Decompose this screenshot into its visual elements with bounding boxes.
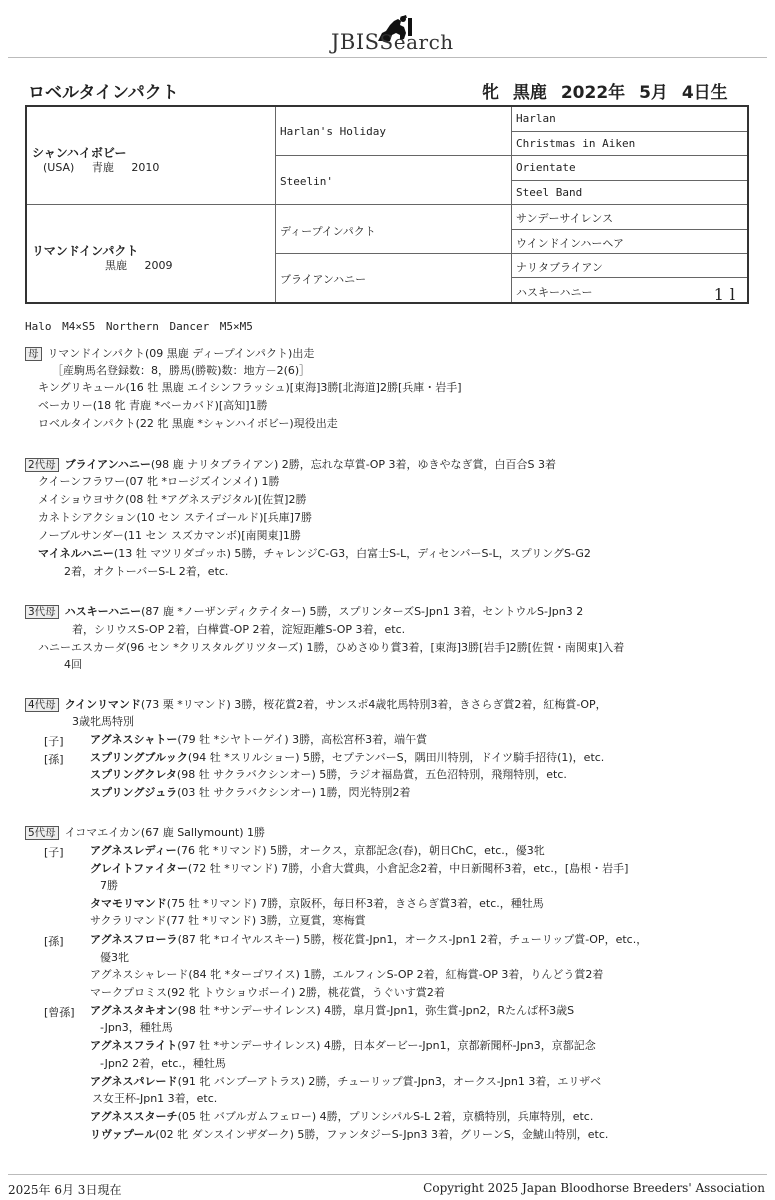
dam-sire[interactable]: ディープインパクト bbox=[280, 225, 376, 238]
fifth-dam-line bbox=[90, 897, 544, 911]
dam-details bbox=[105, 257, 173, 273]
gen-label: 母 bbox=[25, 347, 42, 361]
fifth-dam-line: ス女王杯-Jpn1 3着，etc. bbox=[92, 1092, 218, 1105]
pedigree-divider bbox=[511, 277, 747, 278]
sd-sire[interactable]: Orientate bbox=[516, 161, 576, 174]
horse-name: ロベルタインパクト bbox=[28, 83, 179, 103]
dam-line: キングリキュール(16 牡 黒鹿 エイシンフラッシュ)[東海]3勝[北海道]2勝[兵庫・岩手] bbox=[38, 381, 462, 394]
record-text: (98 牡 *サンデーサイレンス) 4勝，皐月賞-Jpn1，弥生賞-Jpn2，Rたんぱ杯3歳S bbox=[177, 1004, 575, 1017]
record-text: (03 牡 サクラバクシンオー) 1勝，閃光特別2着 bbox=[177, 786, 411, 799]
pedigree-table bbox=[25, 105, 749, 304]
site-logo[interactable] bbox=[0, 8, 775, 58]
fifth-dam-line bbox=[90, 1004, 574, 1018]
horse-link[interactable]: ブライアンハニー bbox=[64, 458, 151, 471]
second-dam-line: カネトシアクション(10 セン ステイゴールド)[兵庫]7勝 bbox=[38, 511, 312, 524]
family-number: 1l bbox=[713, 285, 741, 304]
ss-sire[interactable]: Harlan bbox=[516, 112, 556, 125]
fifth-dam-head bbox=[25, 826, 265, 840]
fourth-dam-head bbox=[25, 698, 607, 712]
horse-link[interactable]: アグネスパレード bbox=[90, 1075, 178, 1088]
record-text: (98 鹿 ナリタブライアン) 2勝，忘れな草賞-OP 3着，ゆきやなぎ賞，白百合S 3着 bbox=[150, 458, 557, 471]
dd-dam[interactable]: ハスキーハニー bbox=[516, 286, 593, 299]
second-dam-line bbox=[38, 547, 591, 561]
record-text: (13 牡 マツリダゴッホ) 5勝，チャレンジC-G3，白富士S-L，ディセンバーS-L，スプリングS-G2 bbox=[113, 547, 591, 560]
third-dam-line: 着，シリウスS-OP 2着，白樺賞-OP 2着，淀短距離S-OP 3着，etc. bbox=[72, 623, 406, 636]
horse-link[interactable]: タマモリマンド bbox=[90, 897, 167, 910]
horse-link[interactable]: スプリングブルック bbox=[90, 751, 188, 764]
ds-sire[interactable]: サンデーサイレンス bbox=[516, 212, 614, 225]
sire-origin: (USA) bbox=[43, 161, 75, 174]
horse-link[interactable]: アグネスシャトー bbox=[90, 733, 178, 746]
record-text: (76 牝 *リマンド) 5勝，オークス，京都記念(春)，朝日ChC，etc.，優3牝 bbox=[176, 844, 545, 857]
logo-jbis: JBIS bbox=[331, 30, 380, 54]
record-text: (75 牡 *リマンド) 7勝，京阪杯，毎日杯3着，きさらぎ賞3着，etc.，種牡馬 bbox=[166, 897, 544, 910]
gen-label: 3代母 bbox=[25, 605, 59, 619]
dam-color: 黒鹿 bbox=[105, 259, 127, 272]
dd-sire[interactable]: ナリタブライアン bbox=[516, 261, 603, 274]
second-dam-line: メイショウヨサク(08 牡 *アグネスデジタル)[佐賀]2勝 bbox=[38, 493, 307, 506]
record-text: (73 栗 *リマンド) 3勝，桜花賞2着，サンスポ4歳牝馬特別3着，きさらぎ賞2着，紅梅賞-OP， bbox=[140, 698, 607, 711]
second-dam-line: 2着，オクトーバーS-L 2着，etc. bbox=[64, 565, 229, 578]
dam-year: 2009 bbox=[144, 259, 173, 272]
dam-line: ベーカリー(18 牝 青鹿 *ベーカバド)[高知]1勝 bbox=[38, 399, 268, 412]
horse-link[interactable]: マイネルハニー bbox=[38, 547, 114, 560]
record-text: (97 牡 *サンデーサイレンス) 4勝，日本ダービー-Jpn1，京都新聞杯-Jpn3，京都記念 bbox=[177, 1039, 596, 1052]
footer-divider bbox=[8, 1174, 767, 1175]
footer-copyright: Copyright 2025 Japan Bloodhorse Breeders' Association bbox=[423, 1181, 765, 1195]
record-text: (05 牡 バブルガムフェロー) 4勝，プリンシパルS-L 2着，京橋特別，兵庫特別，etc. bbox=[177, 1110, 594, 1123]
sire-year: 2010 bbox=[131, 161, 160, 174]
horse-link[interactable]: アグネスレディー bbox=[90, 844, 177, 857]
third-dam-line: ハニーエスカーダ(96 セン *クリスタルグリツターズ) 1勝，ひめさゆり賞3着，[東海]3勝[岩手]2勝[佐賀・南関東]入着 bbox=[38, 641, 625, 654]
ss-dam[interactable]: Christmas in Aiken bbox=[516, 137, 636, 150]
record-text: (02 牝 ダンスインザダーク) 5勝，ファンタジーS-Jpn3 3着，グリーンS，金鯱山特別，etc. bbox=[155, 1128, 609, 1141]
sire-sire[interactable]: Harlan's Holiday bbox=[280, 125, 386, 138]
sire-details bbox=[43, 159, 159, 175]
footer-date: 2025年 6月 3日現在 bbox=[8, 1183, 122, 1197]
second-dam-line: クイーンフラワー(07 牝 *ロージズインメイ) 1勝 bbox=[38, 475, 280, 488]
fifth-dam-line bbox=[90, 933, 647, 947]
pedigree-divider bbox=[511, 131, 747, 132]
record-text: (91 牝 バンブーアトラス) 2勝，チューリップ賞-Jpn3，オークス-Jpn1 3着，エリザベ bbox=[177, 1075, 602, 1088]
record-text: (79 牡 *シヤトーゲイ) 3勝，高松宮杯3着，端午賞 bbox=[177, 733, 428, 746]
third-dam-head bbox=[25, 605, 583, 619]
horse-link[interactable]: スプリングクレタ bbox=[90, 768, 177, 781]
pedigree-divider bbox=[511, 180, 747, 181]
gen-label: 2代母 bbox=[25, 458, 59, 472]
fourth-dam-line: 3歳牝馬特別 bbox=[72, 715, 134, 728]
logo-wordmark bbox=[331, 30, 454, 54]
record-text: (72 牡 *リマンド) 7勝，小倉大賞典，小倉記念2着，中日新聞杯3着，etc.，[島根・岩手] bbox=[187, 862, 629, 875]
record-text: (87 鹿 *ノーザンディクテイター) 5勝，スプリンターズS-Jpn1 3着，セントウルS-Jpn3 2 bbox=[141, 605, 584, 618]
fifth-dam-line bbox=[90, 862, 628, 876]
third-dam-line: 4回 bbox=[64, 658, 82, 671]
fourth-dam-line bbox=[90, 768, 567, 782]
fourth-dam-line bbox=[90, 733, 427, 747]
great-grandchild-tag: [曾孫] bbox=[44, 1006, 75, 1019]
sd-dam[interactable]: Steel Band bbox=[516, 186, 583, 199]
fifth-dam-line bbox=[90, 1039, 596, 1053]
horse-link[interactable]: アグネスタキオン bbox=[90, 1004, 178, 1017]
horse-link[interactable]: ハスキーハニー bbox=[64, 605, 142, 618]
fifth-dam-line: マークプロミス(92 牝 トウショウボーイ) 2勝，桃花賞，うぐいす賞2着 bbox=[90, 986, 445, 999]
horse-link[interactable]: グレイトファイター bbox=[90, 862, 188, 875]
fifth-dam-line bbox=[90, 1075, 601, 1089]
record-text: (98 牡 サクラバクシンオー) 5勝，ラジオ福島賞，五色沼特別，飛翔特別，etc. bbox=[176, 768, 567, 781]
grandchild-tag: [孫] bbox=[44, 935, 64, 948]
fourth-dam-line bbox=[90, 786, 410, 800]
dam-head bbox=[25, 347, 314, 361]
pedigree-divider bbox=[275, 155, 747, 156]
fifth-dam-line: アグネスシャレード(84 牝 *ターゴワイス) 1勝，エルフィンS-OP 2着，紅梅賞-OP 3着，りんどう賞2着 bbox=[90, 968, 604, 981]
pedigree-divider bbox=[511, 229, 747, 230]
child-tag: [子] bbox=[44, 735, 64, 748]
child-tag: [子] bbox=[44, 846, 64, 859]
dam-line: リマンドインパクト(09 黒鹿 ディープインパクト)出走 bbox=[47, 347, 315, 360]
dam-name[interactable]: リマンドインパクト bbox=[32, 244, 139, 258]
pedigree-divider bbox=[275, 253, 747, 254]
horse-link[interactable]: アグネスフローラ bbox=[90, 933, 178, 946]
dam-dam[interactable]: ブライアンハニー bbox=[280, 273, 367, 286]
gen-label: 5代母 bbox=[25, 826, 59, 840]
record-text: (87 牝 *ロイヤルスキー) 5勝，桜花賞-Jpn1，オークス-Jpn1 2着，チューリップ賞-OP，etc.， bbox=[177, 933, 648, 946]
sire-dam[interactable]: Steelin' bbox=[280, 175, 333, 188]
sire-color: 青鹿 bbox=[91, 161, 114, 174]
horse-link[interactable]: クインリマンド bbox=[64, 698, 141, 711]
grandchild-tag: [孫] bbox=[44, 753, 64, 766]
dam-line: ［産駒馬名登録数：8，勝馬(勝鞍)数：地方－2(6)］ bbox=[52, 364, 311, 377]
ds-dam[interactable]: ウインドインハーヘア bbox=[516, 237, 625, 250]
header-divider bbox=[8, 57, 767, 58]
fifth-dam-line bbox=[90, 1128, 608, 1142]
fourth-dam-line bbox=[90, 751, 604, 765]
fifth-dam-line: -Jpn3，種牡馬 bbox=[100, 1021, 173, 1034]
inbreeding-info: Halo M4×S5 Northern Dancer M5×M5 bbox=[25, 320, 253, 333]
horse-info: 牝 黒鹿 2022年 5月 4日生 bbox=[482, 83, 728, 103]
fifth-dam-line bbox=[90, 1110, 593, 1124]
fifth-dam-line: -Jpn2 2着，etc.，種牡馬 bbox=[100, 1057, 226, 1070]
second-dam-head bbox=[25, 458, 556, 472]
sire-name[interactable]: シャンハイボビー bbox=[32, 146, 127, 160]
fifth-dam-line: 優3牝 bbox=[100, 951, 129, 964]
record-text: (94 牡 *スリルショー) 5勝，セプテンバーS，隅田川特別，ドイツ騎手招待(1)，etc. bbox=[187, 751, 605, 764]
fifth-dam-line: サクラリマンド(77 牡 *リマンド) 3勝，立夏賞，寒梅賞 bbox=[90, 914, 366, 927]
horse-link[interactable]: アグネスフライト bbox=[90, 1039, 178, 1052]
horse-link[interactable]: リヴァプール bbox=[90, 1128, 156, 1141]
logo-search: Search bbox=[379, 30, 454, 54]
pedigree-divider bbox=[27, 204, 747, 205]
horse-link[interactable]: アグネススターチ bbox=[90, 1110, 178, 1123]
gen-label: 4代母 bbox=[25, 698, 59, 712]
fifth-dam-line bbox=[90, 844, 545, 858]
horse-link[interactable]: スプリングジュラ bbox=[90, 786, 178, 799]
record-text: イコマエイカン(67 鹿 Sallymount) 1勝 bbox=[64, 826, 266, 839]
dam-line: ロベルタインパクト(22 牝 黒鹿 *シャンハイボビー)現役出走 bbox=[38, 417, 338, 430]
second-dam-line: ノーブルサンダー(11 セン スズカマンボ)[南関東]1勝 bbox=[38, 529, 301, 542]
fifth-dam-line: 7勝 bbox=[100, 879, 118, 892]
